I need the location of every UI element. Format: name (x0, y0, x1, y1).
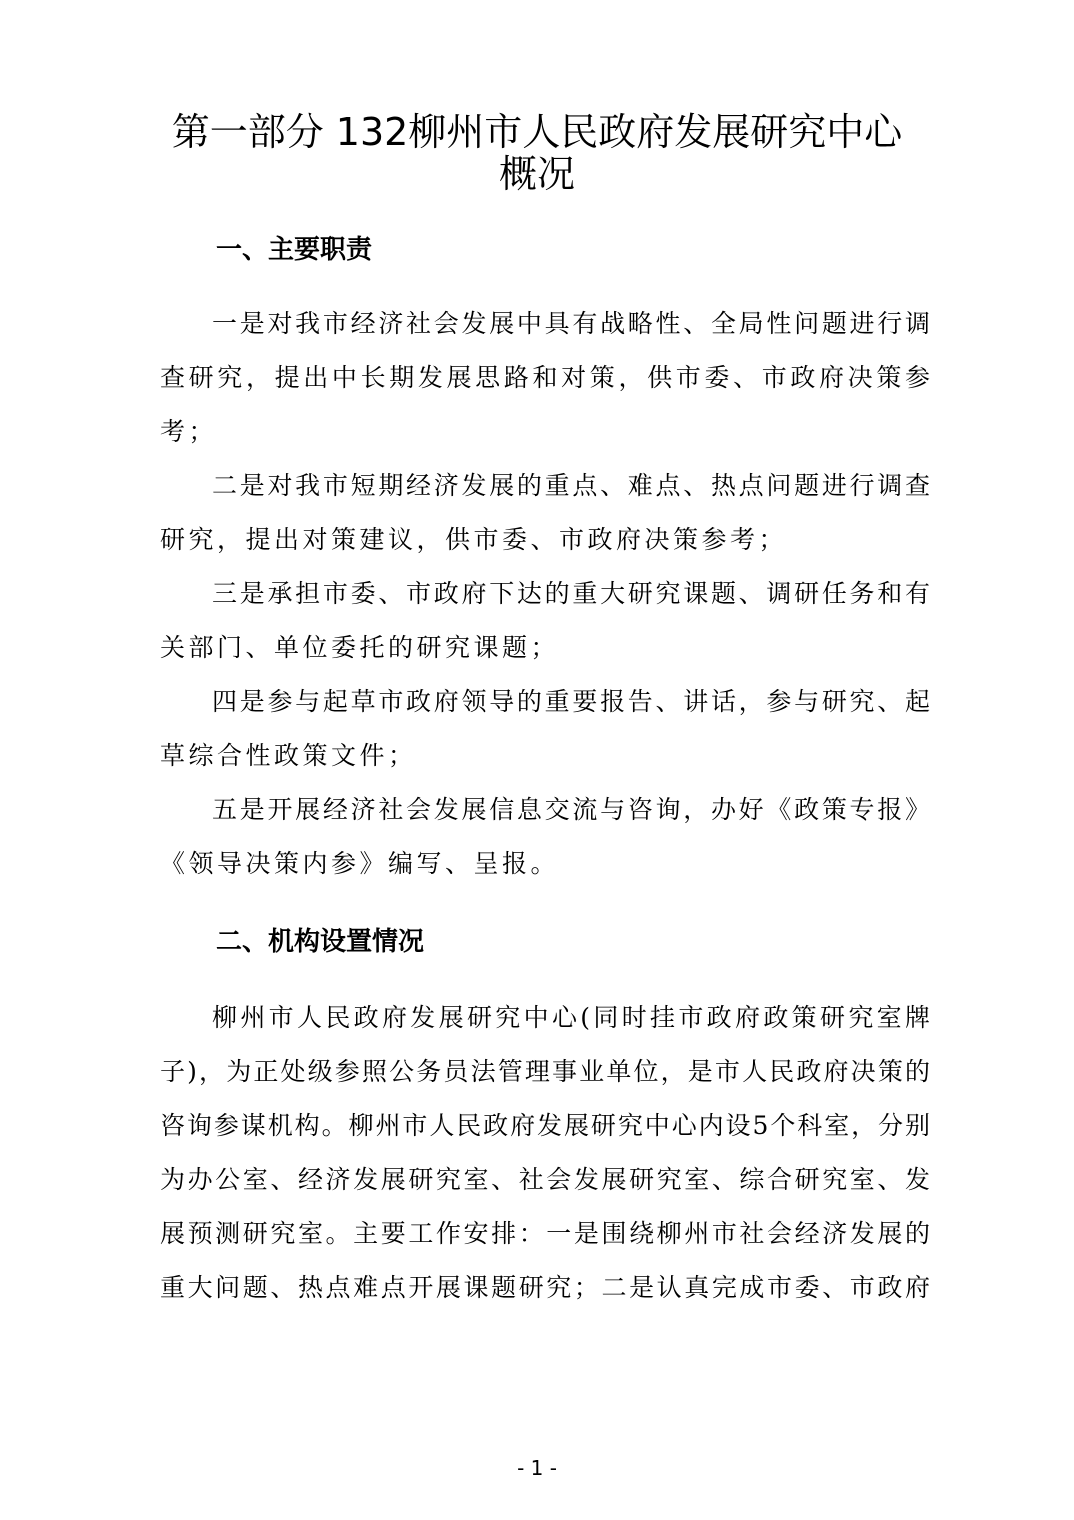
paragraph-line: 咨询参谋机构。柳州市人民政府发展研究中心内设5个科室，分别 (160, 1111, 930, 1140)
paragraph-line: 一是对我市经济社会发展中具有战略性、全局性问题进行调 (212, 309, 930, 338)
paragraph-line: 三是承担市委、市政府下达的重大研究课题、调研任务和有 (212, 579, 930, 608)
page-title: 第一部分 132柳州市人民政府发展研究中心 (171, 110, 903, 154)
paragraph-line: 重大问题、热点难点开展课题研究；二是认真完成市委、市政府 (160, 1273, 930, 1302)
paragraph-line: 展预测研究室。主要工作安排：一是围绕柳州市社会经济发展的 (160, 1219, 930, 1248)
paragraph-line: 草综合性政策文件； (160, 741, 417, 770)
paragraph-line: 考； (160, 417, 218, 446)
paragraph-line: 为办公室、经济发展研究室、社会发展研究室、综合研究室、发 (160, 1165, 930, 1194)
paragraph-line: 柳州市人民政府发展研究中心(同时挂市政府政策研究室牌 (212, 1003, 930, 1032)
paragraph-line: 子)，为正处级参照公务员法管理事业单位，是市人民政府决策的 (160, 1057, 930, 1086)
section-heading-main-duties: 一、主要职责 (216, 235, 373, 265)
paragraph-line: 五是开展经济社会发展信息交流与咨询，办好《政策专报》 (212, 795, 930, 824)
paragraph-line: 关部门、单位委托的研究课题； (160, 633, 560, 662)
page-title-continued: 概况 (498, 152, 575, 196)
paragraph-line: 研究，提出对策建议，供市委、市政府决策参考； (160, 525, 788, 554)
paragraph-line: 四是参与起草市政府领导的重要报告、讲话，参与研究、起 (212, 687, 930, 716)
paragraph-line: 二是对我市短期经济发展的重点、难点、热点问题进行调查 (212, 471, 930, 500)
section-heading-organization: 二、机构设置情况 (216, 927, 425, 957)
paragraph-line: 查研究，提出中长期发展思路和对策，供市委、市政府决策参 (160, 363, 930, 392)
page-number: - 1 - (517, 1456, 557, 1480)
paragraph-line: 《领导决策内参》编写、呈报。 (160, 849, 560, 878)
